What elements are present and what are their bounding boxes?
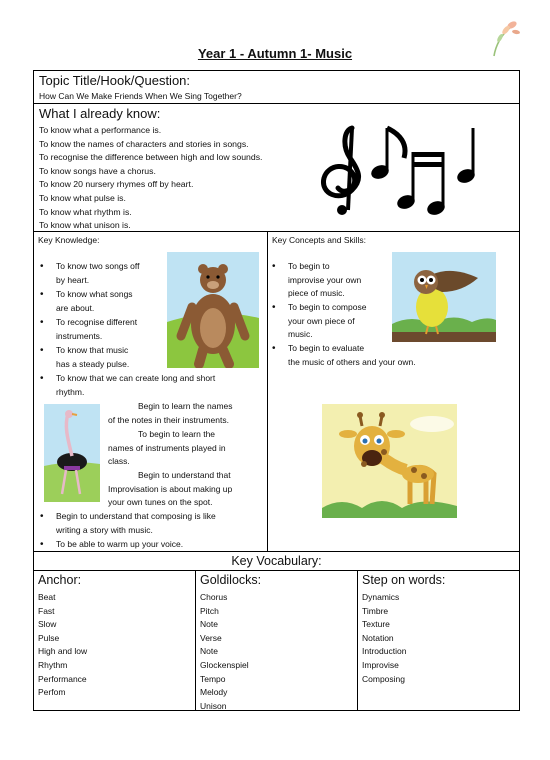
list-item: • To know what songs are about.	[56, 288, 133, 315]
list-item: Introduction	[362, 646, 407, 657]
list-item: To know songs have a chorus.	[39, 165, 156, 176]
list-item: To know 20 nursery rhymes off by heart.	[39, 179, 194, 190]
list-item: • To know that we can create long and short rhythm.	[56, 372, 215, 399]
list-item: • To begin to improvise your own piece of music.	[288, 260, 361, 301]
anchor-column	[33, 570, 196, 711]
school-logo-icon	[486, 16, 526, 60]
already-know-heading: What I already know:	[39, 106, 161, 121]
list-item: • To recognise different instruments.	[56, 316, 137, 343]
key-concepts-box	[267, 231, 520, 552]
list-item: To know the names of characters and stories in songs.	[39, 138, 249, 149]
topic-question: How Can We Make Friends When We Sing Together?	[39, 91, 242, 101]
list-item: High and low	[38, 646, 88, 657]
list-item: Pitch	[200, 605, 219, 616]
list-item: Improvise	[362, 659, 399, 670]
goldilocks-heading: Goldilocks:	[200, 573, 262, 587]
list-item: Fast	[38, 605, 55, 616]
giraffe-illustration-icon	[322, 404, 457, 518]
list-item: Beat	[38, 592, 56, 602]
list-item: To know what pulse is.	[39, 192, 126, 203]
list-item: To know what a performance is.	[39, 125, 162, 135]
anchor-words	[38, 591, 87, 700]
goldilocks-words	[200, 591, 249, 713]
anchor-heading: Anchor:	[38, 573, 82, 587]
key-concepts-heading: Key Concepts and Skills:	[272, 235, 367, 245]
key-knowledge-heading: Key Knowledge:	[38, 235, 100, 245]
vocabulary-header	[33, 551, 520, 571]
list-item: Timbre	[362, 605, 389, 616]
list-item: Tempo	[200, 673, 226, 684]
list-item: Verse	[200, 632, 222, 643]
list-item: To know what unison is.	[39, 220, 131, 231]
ostrich-illustration-icon	[44, 404, 100, 502]
already-know-box	[33, 103, 520, 232]
list-item: Note	[200, 619, 218, 630]
list-item: Perfom	[38, 687, 66, 698]
list-item: Performance	[38, 673, 87, 684]
list-item: Chorus	[200, 592, 228, 602]
list-item: • To begin to compose your own piece of music.	[288, 301, 366, 342]
step-on-column	[357, 570, 520, 711]
list-item: Texture	[362, 619, 390, 630]
topic-heading: Topic Title/Hook/Question:	[39, 73, 191, 88]
list-item: Pulse	[38, 632, 60, 643]
goldilocks-column	[195, 570, 358, 711]
music-notes-icon	[314, 118, 484, 222]
list-item: Melody	[200, 687, 228, 698]
list-item: To know what rhythm is.	[39, 206, 132, 217]
bear-illustration-icon	[167, 252, 259, 368]
key-knowledge-box	[33, 231, 268, 552]
list-item: • To know two songs off by heart.	[56, 260, 139, 287]
list-item: Notation	[362, 632, 394, 643]
list-item: Dynamics	[362, 592, 400, 602]
list-item: Rhythm	[38, 659, 68, 670]
list-item: • To be able to warm up your voice.	[56, 538, 183, 552]
list-item: • Begin to understand that Improvisation is about making up your own tunes on the spot.	[108, 469, 264, 510]
step-on-heading: Step on words:	[362, 573, 446, 587]
list-item: • To begin to evaluate the music of others and your own.	[288, 342, 416, 369]
already-know-list	[39, 124, 262, 233]
vocabulary-heading: Key Vocabulary:	[231, 554, 322, 568]
list-item: To recognise the difference between high and low sounds.	[39, 152, 263, 163]
topic-box	[33, 70, 520, 104]
list-item: Composing	[362, 673, 405, 684]
list-item: • Begin to understand that composing is like writing a story with music.	[56, 510, 216, 537]
list-item: • To begin to learn the names of instruments played in class.	[108, 428, 264, 469]
page-title: Year 1 - Autumn 1- Music	[197, 46, 353, 61]
list-item: Glockenspiel	[200, 659, 249, 670]
step-on-words	[362, 591, 406, 686]
list-item: Note	[200, 646, 218, 657]
list-item: • Begin to learn the names of the notes in their instruments.	[108, 400, 264, 427]
list-item: Unison	[200, 700, 227, 711]
list-item: • To know that music has a steady pulse.	[56, 344, 129, 371]
list-item: Slow	[38, 619, 57, 630]
owl-illustration-icon	[392, 252, 496, 342]
